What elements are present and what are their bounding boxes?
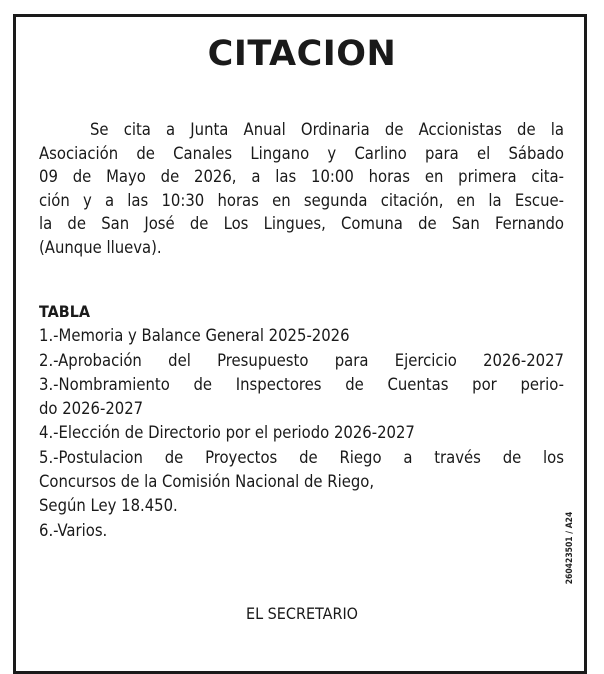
agenda-line: Concursos de la Comisión Nacional de Riego, [39,472,375,492]
body-line: (Aunque llueva). [39,237,162,257]
notice-title: CITACION [207,34,397,74]
body-line: la de San José de Los Lingues, Comuna de San Fernando [39,214,564,233]
body-line: Se cita a Junta Anual Ordinaria de Accionistas de la [90,120,564,139]
agenda-line: Según Ley 18.450. [39,496,178,516]
agenda-section [39,300,564,543]
body-line: 09 de Mayo de 2026, a las 10:00 horas en primera cita- [39,167,564,186]
agenda-heading: TABLA [39,302,90,321]
agenda-line: 4.-Elección de Directorio por el periodo 2026-2027 [39,423,415,443]
publication-code: 260423501 / A24 [565,511,575,585]
body-paragraph [39,118,564,259]
agenda-line: 6.-Varios. [39,520,108,540]
agenda-line: do 2026-2027 [39,399,144,419]
agenda-line: 1.-Memoria y Balance General 2025-2026 [39,326,350,346]
agenda-line: 5.-Postulacion de Proyectos de Riego a través de los [39,447,564,467]
body-line: Asociación de Canales Lingano y Carlino para el Sábado [39,143,564,163]
signature-label: EL SECRETARIO [245,604,359,623]
body-line: ción y a las 10:30 horas en segunda citación, en la Escue- [39,190,564,210]
agenda-line: 2.-Aprobación del Presupuesto para Ejercicio 2026-2027 [39,350,564,370]
agenda-line: 3.-Nombramiento de Inspectores de Cuentas por perio- [39,374,564,394]
agenda-list [39,324,564,543]
notice-body [39,118,564,259]
